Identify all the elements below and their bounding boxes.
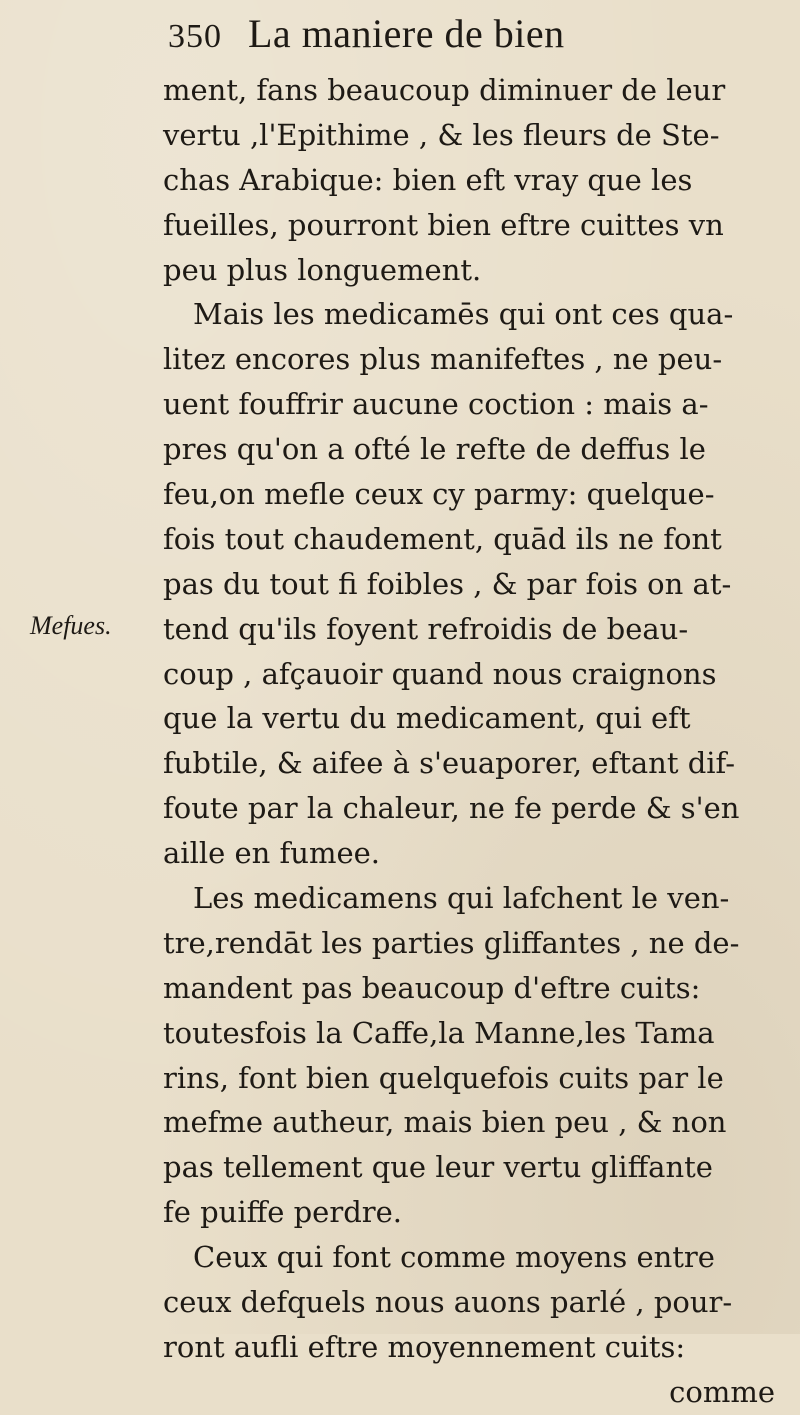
text-line: mefme autheur, mais bien peu , & non	[163, 1105, 727, 1140]
text-line: vertu ,l'Epithime , & les fleurs de Ste-	[163, 117, 720, 152]
text-line: uent fouffrir aucune coction : mais a-	[163, 387, 709, 422]
text-line: pas du tout fi foibles , & par fois on at-	[163, 566, 732, 601]
text-line: foute par la chaleur, ne fe perde & s'en	[163, 791, 740, 826]
text-line: coup , afçauoir quand nous craignons	[163, 656, 717, 691]
text-line: tre,rendāt les parties gliffantes , ne de-	[163, 925, 740, 960]
page-header	[168, 10, 565, 66]
text-line: peu plus longuement.	[163, 252, 482, 287]
margin-note: Mefues.	[30, 611, 112, 640]
text-line: Les medicamens qui lafchent le ven-	[193, 881, 730, 916]
text-line: fueilles, pourront bien eftre cuittes vn	[163, 207, 724, 242]
text-line: aille en fumee.	[163, 836, 381, 871]
text-line: Mais les medicamēs qui ont ces qua-	[193, 297, 734, 332]
page-number: 350	[168, 18, 222, 55]
text-line: ment, fans beaucoup diminuer de leur	[163, 73, 726, 107]
text-line: fe puiffe perdre.	[163, 1195, 403, 1230]
body-text	[163, 68, 775, 1415]
text-line: litez encores plus manifeftes , ne peu-	[163, 342, 723, 377]
text-line: que la vertu du medicament, qui eft	[163, 701, 691, 736]
text-line: ceux defquels nous auons parlé , pour-	[163, 1285, 733, 1320]
text-line: Ceux qui font comme moyens entre	[193, 1240, 715, 1275]
text-line: chas Arabique: bien eft vray que les	[163, 162, 693, 197]
text-line: feu,on mefle ceux cy parmy: quelque-	[163, 477, 715, 512]
text-line: pres qu'on a ofté le refte de deffus le	[163, 432, 706, 467]
text-line: rins, font bien quelquefois cuits par le	[163, 1060, 724, 1095]
text-line: mandent pas beaucoup d'eftre cuits:	[163, 970, 701, 1005]
running-head: La maniere de bien	[248, 11, 565, 56]
text-line: tend qu'ils foyent refroidis de beau-	[163, 611, 689, 646]
text-line: fois tout chaudement, quād ils ne font	[163, 521, 722, 556]
text-line: pas tellement que leur vertu gliffante	[163, 1150, 713, 1185]
text-line: fubtile, & aifee à s'euaporer, eftant dif-	[163, 746, 736, 781]
text-line: toutesfois la Caffe,la Manne,les Tama	[163, 1015, 715, 1050]
text-line: ront aufli eftre moyennement cuits:	[163, 1329, 686, 1364]
text-line: comme	[669, 1374, 775, 1409]
